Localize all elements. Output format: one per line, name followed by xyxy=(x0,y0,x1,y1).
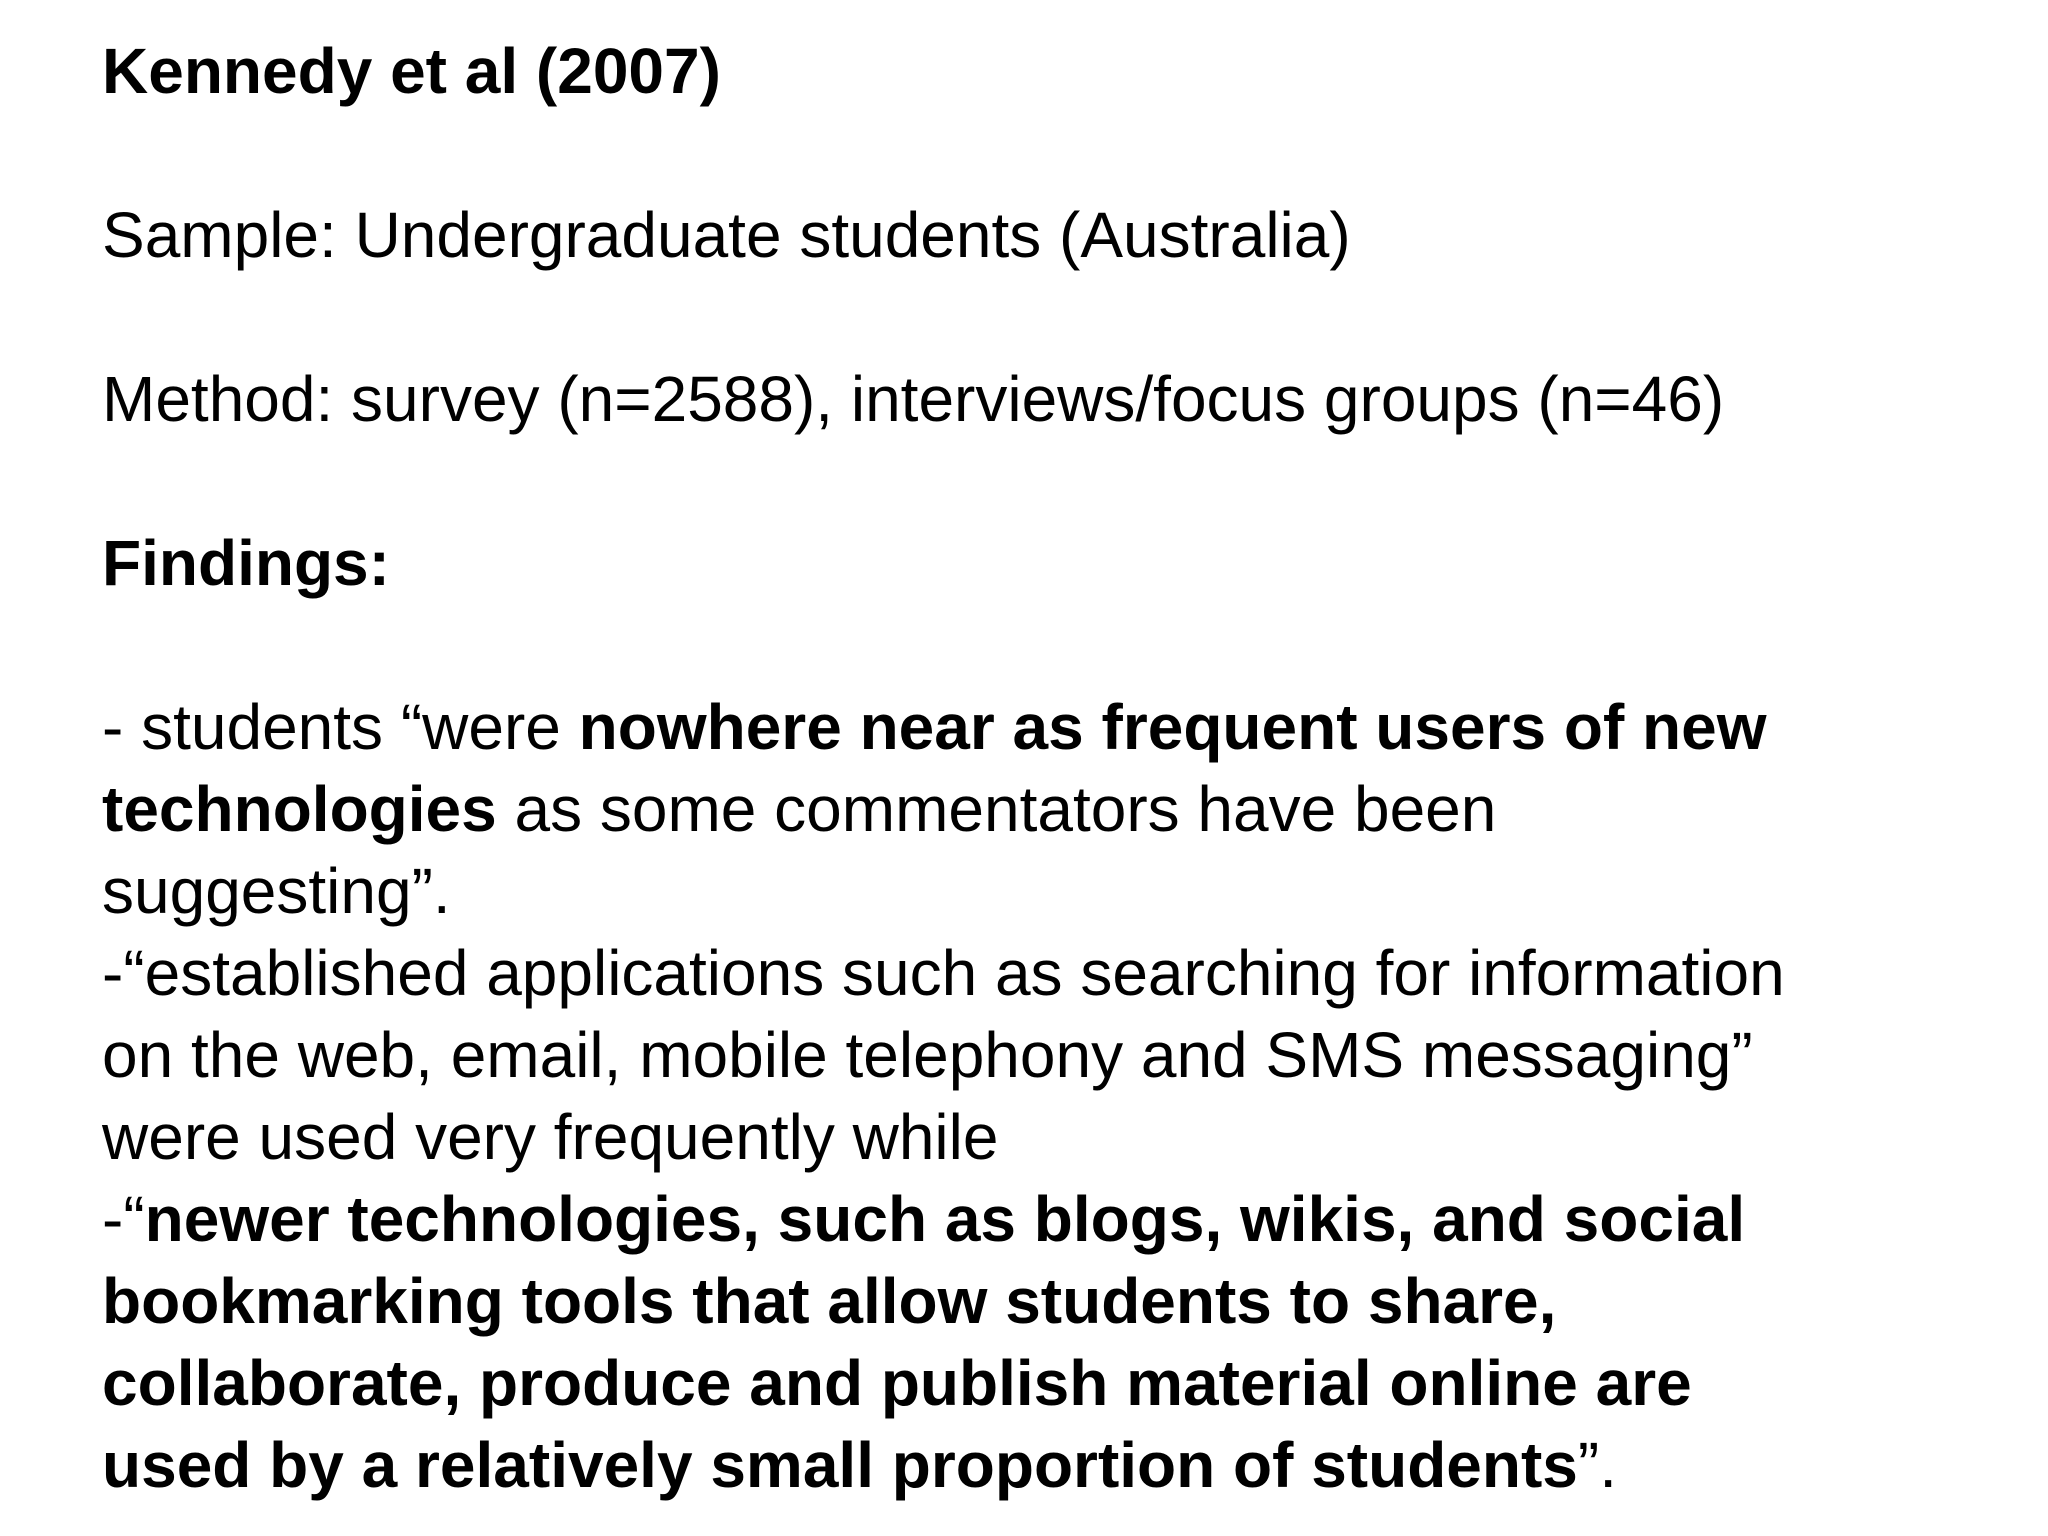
finding-1-emphasis-cont: technologies xyxy=(102,773,497,845)
sample-text: Sample: Undergraduate students (Australia) xyxy=(102,199,1351,271)
finding-1-line-2 xyxy=(102,768,2002,850)
finding-1-emphasis: nowhere near as frequent users of new xyxy=(578,691,1767,763)
finding-3-emphasis-1: newer technologies, such as blogs, wikis, and social xyxy=(144,1183,1746,1255)
slide-title: Kennedy et al (2007) xyxy=(102,35,721,107)
finding-1-line-3: suggesting”. xyxy=(102,855,451,927)
slide-content xyxy=(102,30,2002,1506)
finding-3-emphasis-4: used by a relatively small proportion of students xyxy=(102,1429,1578,1501)
finding-3-line-2: bookmarking tools that allow students to share, xyxy=(102,1265,1557,1337)
finding-3-prefix: -“ xyxy=(102,1183,145,1255)
finding-3-line-1 xyxy=(102,1178,2002,1260)
finding-3-line-4 xyxy=(102,1424,2002,1506)
finding-3-suffix: ”. xyxy=(1577,1429,1617,1501)
finding-2-line-3: were used very frequently while xyxy=(102,1101,999,1173)
spacer xyxy=(102,112,2002,194)
findings-heading: Findings: xyxy=(102,527,390,599)
method-text: Method: survey (n=2588), interviews/focus groups (n=46) xyxy=(102,363,1725,435)
spacer xyxy=(102,276,2002,358)
finding-1-line-1 xyxy=(102,686,2002,768)
finding-3-line-3: collaborate, produce and publish material online are xyxy=(102,1347,1692,1419)
finding-2-line-1: -“established applications such as searching for information xyxy=(102,937,1785,1009)
spacer xyxy=(102,440,2002,522)
finding-1-prefix: - students “were xyxy=(102,691,579,763)
finding-1-rest: as some commentators have been xyxy=(496,773,1497,845)
spacer xyxy=(102,604,2002,686)
finding-2-line-2: on the web, email, mobile telephony and SMS messaging” xyxy=(102,1019,1753,1091)
